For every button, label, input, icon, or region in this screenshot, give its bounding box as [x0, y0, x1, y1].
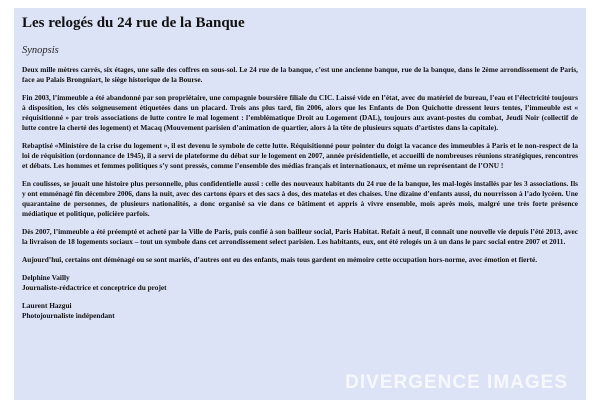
- credit-author-role: Journaliste-rédactrice et conceptrice du projet: [22, 283, 167, 292]
- paragraph-history: Fin 2003, l’immeuble a été abandonné par son propriétaire, une compagnie boursière filiale du CIC. Laissé vide en l’état, avec du matériel de bureau, l’eau et l’électricité toujours à disposition, les clés soigneusement étiquetées dans un placard. Trois ans plus tard, fin 2006, alors que les Enfants de Don Quichotte dressent leurs tentes, l’immeuble est « réquisitionné » par trois associations de lutte contre le mal logement : l’emblématique Droit au Logement (DAL), toujours aux avant-postes du combat, Jeudi Noir (collectif de lutte contre la cherté des logement) et Macaq (Mouvement parisien d’animation de quartier, alors à la tête de plusieurs squats d’artistes dans la capitale).: [22, 93, 578, 132]
- section-heading-synopsis: Synopsis: [22, 45, 59, 56]
- paragraph-residents: En coulisses, se jouait une histoire plus personnelle, plus confidentielle aussi : celle des nouveaux habitants du 24 rue de la banque, les mal-logés installés par les 3 associations. Ils y ont emménagé fin décembre 2006, dans la nuit, avec des cartons épars et des sacs à dos, des matelas et des chaises. Une dizaine d’enfants aussi, du nourrisson à l’ado lycéen. Une quarantaine de personnes, de plusieurs nationalités, a donc organisé sa vie dans ce bâtiment et appris à vivre ensemble, mois après mois, malgré une très forte présence médiatique et politique, policière parfois.: [22, 179, 578, 218]
- watermark: DIVERGENCE IMAGES: [345, 372, 568, 393]
- document-panel: [14, 8, 586, 400]
- credit-photographer-role: Photojournaliste indépendant: [22, 311, 115, 320]
- credit-author-name: Delphine Vailly: [22, 273, 70, 282]
- paragraph-rehousing: Dès 2007, l’immeuble a été préempté et acheté par la Ville de Paris, puis confié à son bailleur social, Paris Habitat. Refait à neuf, il connaît une nouvelle vie depuis l’été 2013, avec la livraison de 18 logements sociaux – tout un symbole dans cet arrondissement select parisien. Les habitants, eux, ont été relogés un à un dans le parc social entre 2007 et 2011.: [22, 227, 578, 246]
- paragraph-symbol: Rebaptisé «Ministère de la crise du logement », il est devenu le symbole de cette lutte. Réquisitionné pour pointer du doigt la vacance des immeubles à Paris et le non-respect de la loi de réquisition (ordonnance de 1945), il a servi de plateforme du débat sur le logement en 2007, année présidentielle, et accueilli de nombreuses réunions stratégiques, rencontres et débats. Les hommes et femmes politiques s’y sont pressés, comme l’ensemble des médias français et internationaux, et même un représentant de l’ONU !: [22, 141, 578, 170]
- credit-photographer-name: Laurent Hazgui: [22, 301, 72, 310]
- document-title: Les relogés du 24 rue de la Banque: [22, 15, 245, 31]
- credit-photographer: [22, 301, 578, 321]
- paragraph-today: Aujourd’hui, certains ont déménagé ou se sont mariés, d’autres ont eu des enfants, mais tous gardent en mémoire cette occupation hors-norme, avec émotion et fierté.: [22, 255, 538, 264]
- paragraph-intro: Deux mille mètres carrés, six étages, une salle des coffres en sous-sol. Le 24 rue de la banque, c’est une ancienne banque, rue de la banque, dans le 2ème arrondissement de Paris, face au Palais Brongniart, le siège historique de la Bourse.: [22, 65, 578, 84]
- credit-author: [22, 273, 578, 293]
